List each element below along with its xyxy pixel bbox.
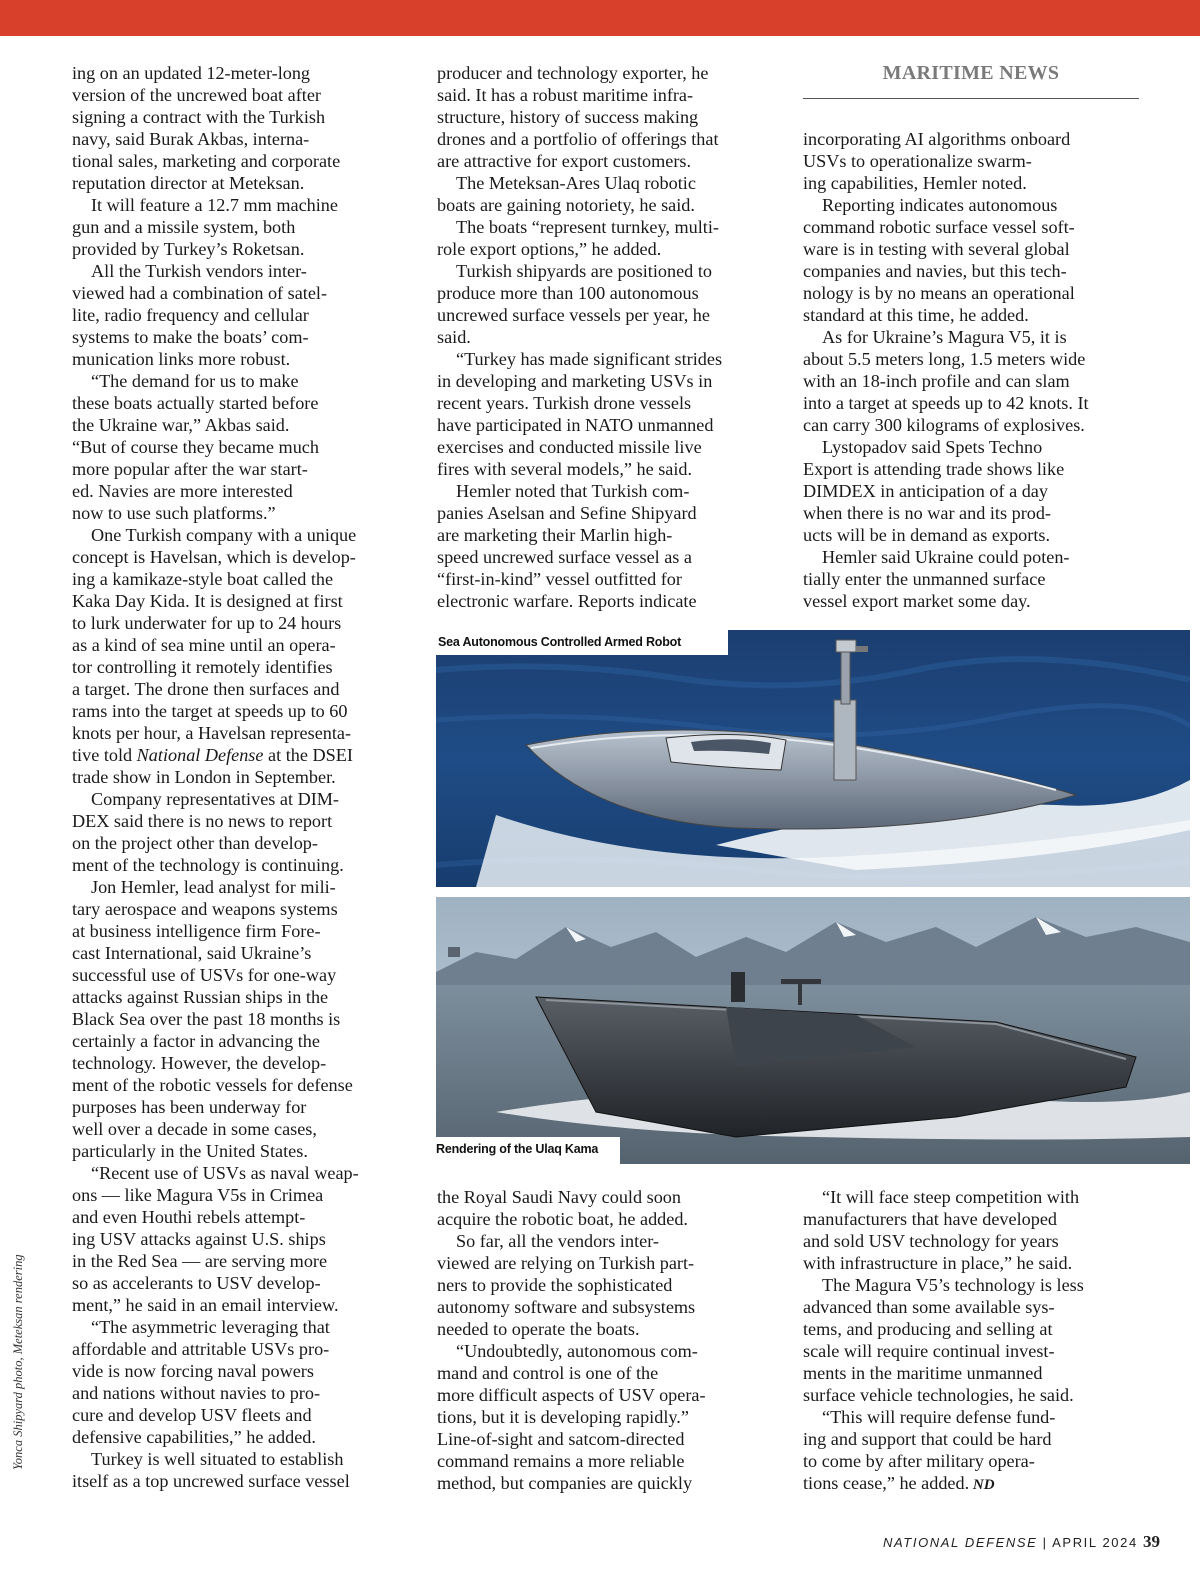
text-line: tions, but it is developing rapidly.” [437, 1407, 689, 1427]
text-line: concept is Havelsan, which is develop- [72, 547, 356, 567]
text-line: a target. The drone then surfaces and [72, 679, 340, 699]
text-line: in the Red Sea — are serving more [72, 1251, 328, 1271]
text-line: provided by Turkey’s Roketsan. [72, 239, 305, 259]
text-line: producer and technology exporter, he [437, 63, 709, 83]
text-line: boats are gaining notoriety, he said. [437, 195, 695, 215]
text-line: cast International, said Ukraine’s [72, 943, 312, 963]
text-line: The Meteksan-Ares Ulaq robotic [456, 173, 696, 193]
top-color-bar [0, 0, 1200, 36]
text-line: Hemler noted that Turkish com- [456, 481, 690, 501]
text-line: and sold USV technology for years [803, 1231, 1059, 1251]
text-line: ment,” he said in an email interview. [72, 1295, 339, 1315]
text-line: drones and a portfolio of offerings that [437, 129, 719, 149]
section-label: MARITIME NEWS [803, 62, 1139, 99]
armed-robot-boat-image [436, 630, 1190, 887]
text-line: The boats “represent turnkey, multi- [456, 217, 719, 237]
text-line: vide is now forcing naval powers [72, 1361, 314, 1381]
text-line: scale will require continual invest- [803, 1341, 1055, 1361]
text-line: ment of the robotic vessels for defense [72, 1075, 353, 1095]
text-line: exercises and conducted missile live [437, 437, 702, 457]
text-line: command robotic surface vessel soft- [803, 217, 1075, 237]
text-line: with infrastructure in place,” he said. [803, 1253, 1073, 1273]
text-line: technology. However, the develop- [72, 1053, 327, 1073]
text-line: fires with several models,” he said. [437, 459, 693, 479]
page-number: 39 [1143, 1532, 1160, 1551]
text-line: Jon Hemler, lead analyst for mili- [91, 877, 336, 897]
text-line: advanced than some available sys- [803, 1297, 1055, 1317]
text-line: the Royal Saudi Navy could soon [437, 1187, 681, 1207]
ulaq-kama-rendering-image [436, 897, 1190, 1164]
text-line: Kaka Day Kida. It is designed at first [72, 591, 343, 611]
text-line: more difficult aspects of USV opera- [437, 1385, 706, 1405]
text-line: are attractive for export customers. [437, 151, 692, 171]
text-line: incorporating AI algorithms onboard [803, 129, 1071, 149]
text-line: tems, and producing and selling at [803, 1319, 1053, 1339]
text-line: said. It has a robust maritime infra- [437, 85, 694, 105]
article-column-1 [72, 62, 359, 1492]
text-line: itself as a top uncrewed surface vessel [72, 1471, 350, 1491]
text-line: role export options,” he added. [437, 239, 662, 259]
text-line: standard at this time, he added. [803, 305, 1029, 325]
text-line: now to use such platforms.” [72, 503, 276, 523]
text-line: cure and develop USV fleets and [72, 1405, 312, 1425]
text-line: successful use of USVs for one-way [72, 965, 337, 985]
text-line: ucts will be in demand as exports. [803, 525, 1050, 545]
text-line: attacks against Russian ships in the [72, 987, 329, 1007]
end-mark: ND [969, 1477, 995, 1493]
text-line: “Undoubtedly, autonomous com- [456, 1341, 698, 1361]
text-line: rams into the target at speeds up to 60 [72, 701, 348, 721]
photo-caption-top: Sea Autonomous Controlled Armed Robot [436, 630, 728, 655]
text-line: munication links more robust. [72, 349, 291, 369]
text-line: these boats actually started before [72, 393, 319, 413]
text-line: tions cease,” he added. ND [803, 1473, 995, 1493]
text-line: ons — like Magura V5s in Crimea [72, 1185, 324, 1205]
text-line: about 5.5 meters long, 1.5 meters wide [803, 349, 1086, 369]
text-line: companies and navies, but this tech- [803, 261, 1067, 281]
text-line: Turkish shipyards are positioned to [456, 261, 712, 281]
text-line: ing and support that could be hard [803, 1429, 1052, 1449]
text-line: ing USV attacks against U.S. ships [72, 1229, 326, 1249]
text-line: As for Ukraine’s Magura V5, it is [822, 327, 1067, 347]
photo-ulaq-kama [436, 897, 1190, 1164]
text-line: ners to provide the sophisticated [437, 1275, 673, 1295]
text-line: reputation director at Meteksan. [72, 173, 305, 193]
article-column-3-bottom [803, 1186, 1084, 1496]
text-line: particularly in the United States. [72, 1141, 308, 1161]
text-line: ments in the maritime unmanned [803, 1363, 1043, 1383]
text-line: are marketing their Marlin high- [437, 525, 673, 545]
text-line: electronic warfare. Reports indicate [437, 591, 697, 611]
text-line: on the project other than develop- [72, 833, 318, 853]
text-line: “Turkey has made significant strides [456, 349, 723, 369]
text-line: well over a decade in some cases, [72, 1119, 317, 1139]
text-line: “It will face steep competition with [822, 1187, 1080, 1207]
text-line: mand and control is one of the [437, 1363, 659, 1383]
text-line: navy, said Burak Akbas, interna- [72, 129, 310, 149]
text-line: command remains a more reliable [437, 1451, 685, 1471]
text-line: “Recent use of USVs as naval weap- [91, 1163, 359, 1183]
text-line: One Turkish company with a unique [91, 525, 357, 545]
text-line: method, but companies are quickly [437, 1473, 693, 1493]
text-line: ing on an updated 12-meter-long [72, 63, 311, 83]
text-line: so as accelerants to USV develop- [72, 1273, 321, 1293]
photo-credit-text: Yonca Shipyard photo, Meteksan rendering [11, 1254, 25, 1470]
text-line: viewed are relying on Turkish part- [437, 1253, 695, 1273]
text-line: lite, radio frequency and cellular [72, 305, 309, 325]
text-line: “first-in-kind” vessel outfitted for [437, 569, 682, 589]
text-line: “The demand for us to make [91, 371, 299, 391]
text-line: purposes has been underway for [72, 1097, 307, 1117]
text-line: Line-of-sight and satcom-directed [437, 1429, 685, 1449]
text-line: have participated in NATO unmanned [437, 415, 714, 435]
text-line: affordable and attritable USVs pro- [72, 1339, 330, 1359]
text-line: and nations without navies to pro- [72, 1383, 321, 1403]
text-line: recent years. Turkish drone vessels [437, 393, 692, 413]
text-line: knots per hour, a Havelsan representa- [72, 723, 352, 743]
text-line: to lurk underwater for up to 24 hours [72, 613, 342, 633]
text-line: tary aerospace and weapons systems [72, 899, 338, 919]
text-line: version of the uncrewed boat after [72, 85, 321, 105]
text-line: to come by after military opera- [803, 1451, 1035, 1471]
text-line: ing capabilities, Hemler noted. [803, 173, 1027, 193]
text-line: vessel export market some day. [803, 591, 1031, 611]
text-line: speed uncrewed surface vessel as a [437, 547, 693, 567]
article-column-2-top [437, 62, 722, 612]
text-line: tor controlling it remotely identifies [72, 657, 333, 677]
text-line: ment of the technology is continuing. [72, 855, 344, 875]
text-line: uncrewed surface vessels per year, he [437, 305, 710, 325]
article-column-3-top [803, 128, 1089, 612]
text-line: DIMDEX in anticipation of a day [803, 481, 1048, 501]
text-line: The Magura V5’s technology is less [822, 1275, 1084, 1295]
text-line: as a kind of sea mine until an opera- [72, 635, 336, 655]
text-line: “The asymmetric leveraging that [91, 1317, 330, 1337]
text-line: into a target at speeds up to 42 knots. It [803, 393, 1089, 413]
text-line: Turkey is well situated to establish [91, 1449, 344, 1469]
text-line: “But of course they became much [72, 437, 319, 457]
text-line: ware is in testing with several global [803, 239, 1070, 259]
text-line: So far, all the vendors inter- [456, 1231, 659, 1251]
text-line: USVs to operationalize swarm- [803, 151, 1032, 171]
text-line: viewed had a combination of satel- [72, 283, 328, 303]
text-line: Export is attending trade shows like [803, 459, 1065, 479]
text-line: Black Sea over the past 18 months is [72, 1009, 341, 1029]
text-line: produce more than 100 autonomous [437, 283, 699, 303]
text-line: acquire the robotic boat, he added. [437, 1209, 688, 1229]
text-line: surface vehicle technologies, he said. [803, 1385, 1074, 1405]
text-line: the Ukraine war,” Akbas said. [72, 415, 290, 435]
text-line: said. [437, 327, 471, 347]
text-line: in developing and marketing USVs in [437, 371, 713, 391]
article-column-2-bottom [437, 1186, 706, 1494]
text-line: Lystopadov said Spets Techno [822, 437, 1043, 457]
text-line: panies Aselsan and Sefine Shipyard [437, 503, 697, 523]
text-line: nology is by no means an operational [803, 283, 1075, 303]
text-line: Reporting indicates autonomous [822, 195, 1058, 215]
text-line: gun and a missile system, both [72, 217, 296, 237]
text-line: ing a kamikaze-style boat called the [72, 569, 334, 589]
text-line: signing a contract with the Turkish [72, 107, 326, 127]
text-line: trade show in London in September. [72, 767, 336, 787]
text-line: All the Turkish vendors inter- [91, 261, 307, 281]
text-line: needed to operate the boats. [437, 1319, 640, 1339]
text-line: It will feature a 12.7 mm machine [91, 195, 338, 215]
text-line: can carry 300 kilograms of explosives. [803, 415, 1085, 435]
text-line: at business intelligence firm Fore- [72, 921, 321, 941]
footer-publication: NATIONAL DEFENSE [883, 1535, 1038, 1550]
photo-credit [6, 1254, 26, 1490]
text-line: Hemler said Ukraine could poten- [822, 547, 1070, 567]
photo-caption-bottom: Rendering of the Ulaq Kama [436, 1137, 620, 1164]
text-line: when there is no war and its prod- [803, 503, 1051, 523]
page-footer [883, 1532, 1160, 1552]
text-line: tive told National Defense at the DSEI [72, 745, 353, 765]
text-line: structure, history of success making [437, 107, 699, 127]
photo-armed-robot-boat [436, 630, 1190, 887]
footer-date: APRIL 2024 [1052, 1535, 1138, 1550]
text-line: “This will require defense fund- [822, 1407, 1056, 1427]
text-line: tional sales, marketing and corporate [72, 151, 341, 171]
text-line: ed. Navies are more interested [72, 481, 293, 501]
text-line: DEX said there is no news to report [72, 811, 333, 831]
text-line: and even Houthi rebels attempt- [72, 1207, 306, 1227]
footer-separator: | [1042, 1535, 1048, 1550]
text-line: defensive capabilities,” he added. [72, 1427, 316, 1447]
text-line: autonomy software and subsystems [437, 1297, 696, 1317]
text-line: systems to make the boats’ com- [72, 327, 309, 347]
text-line: Company representatives at DIM- [91, 789, 339, 809]
text-line: tially enter the unmanned surface [803, 569, 1046, 589]
text-line: more popular after the war start- [72, 459, 308, 479]
text-line: certainly a factor in advancing the [72, 1031, 320, 1051]
text-line: manufacturers that have developed [803, 1209, 1058, 1229]
text-line: with an 18-inch profile and can slam [803, 371, 1070, 391]
